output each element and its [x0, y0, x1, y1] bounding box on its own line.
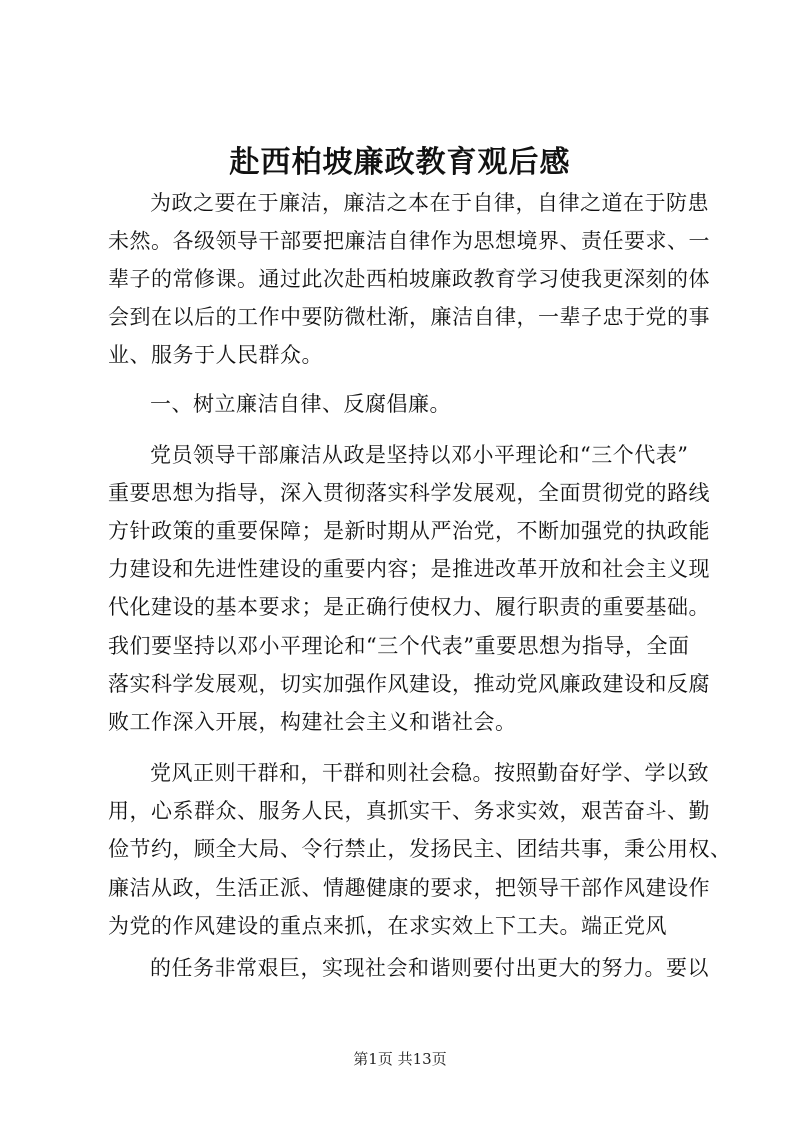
- text-line: 党员领导干部廉洁从政是坚持以邓小平理论和“三个代表”: [150, 443, 689, 467]
- text-line: 廉洁从政，生活正派、情趣健康的要求，把领导干部作风建设作: [108, 876, 710, 900]
- text-line: 为党的作风建设的重点来抓，在求实效上下工夫。端正党风: [108, 914, 667, 938]
- text-line: 业、服务于人民群众。: [108, 343, 323, 367]
- text-line: 用，心系群众、服务人民，真抓实干、务求实效，艰苦奋斗、勤: [108, 799, 710, 823]
- text-line: 未然。各级领导干部要把廉洁自律作为思想境界、责任要求、一: [108, 229, 710, 253]
- text-line: 败工作深入开展，构建社会主义和谐社会。: [108, 710, 517, 734]
- page-indicator: 第1页 共13页: [353, 1050, 447, 1068]
- text-line: 代化建设的基本要求；是正确行使权力、履行职责的重要基础。: [108, 595, 710, 619]
- text-line: 力建设和先进性建设的重要内容；是推进改革开放和社会主义现: [108, 557, 710, 581]
- text-line: 俭节约，顾全大局、令行禁止，发扬民主、团结共事，秉公用权、: [108, 837, 732, 861]
- section-heading: 一、树立廉洁自律、反腐倡廉。: [150, 392, 451, 416]
- document-title: 赴西柏坡廉政教育观后感: [229, 145, 571, 180]
- text-line: 的任务非常艰巨，实现社会和谐则要付出更大的努力。要以: [150, 956, 709, 980]
- text-line: 为政之要在于廉洁，廉洁之本在于自律，自律之道在于防患: [150, 191, 709, 215]
- text-line: 重要思想为指导，深入贯彻落实科学发展观，全面贯彻党的路线: [108, 481, 710, 505]
- text-line: 党风正则干群和，干群和则社会稳。按照勤奋好学、学以致: [150, 761, 709, 785]
- text-line: 辈子的常修课。通过此次赴西柏坡廉政教育学习使我更深刻的体: [108, 267, 710, 291]
- text-line: 落实科学发展观，切实加强作风建设，推动党风廉政建设和反腐: [108, 672, 710, 696]
- text-line: 我们要坚持以邓小平理论和“三个代表”重要思想为指导，全面: [108, 634, 690, 658]
- text-line: 会到在以后的工作中要防微杜渐，廉洁自律，一辈子忠于党的事: [108, 305, 710, 329]
- text-line: 方针政策的重要保障；是新时期从严治党，不断加强党的执政能: [108, 519, 710, 543]
